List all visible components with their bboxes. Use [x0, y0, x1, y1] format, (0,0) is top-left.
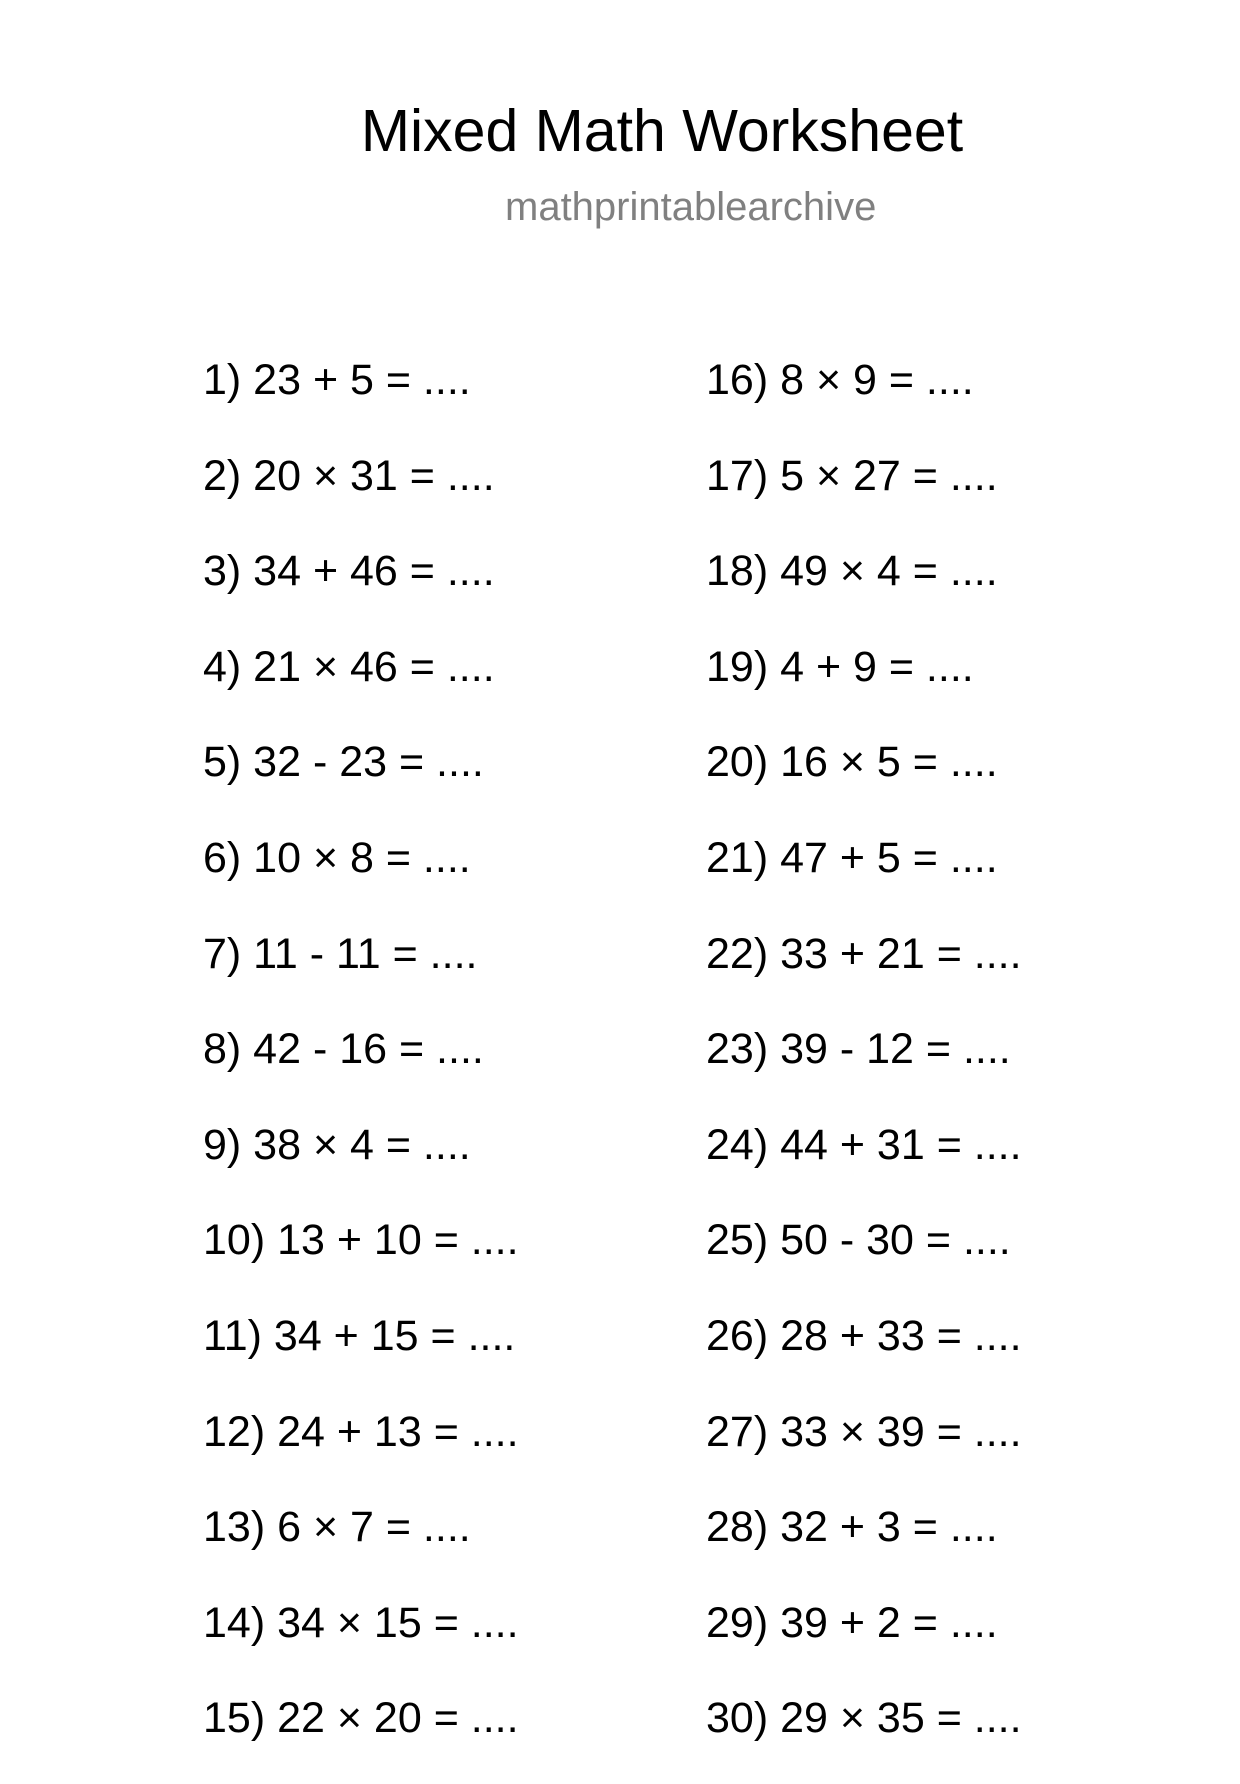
math-problem: 13) 6 × 7 = .... [203, 1503, 471, 1552]
math-problem: 5) 32 - 23 = .... [203, 738, 484, 787]
math-problem: 21) 47 + 5 = .... [706, 833, 998, 882]
math-problem: 19) 4 + 9 = .... [706, 642, 974, 691]
math-problem: 24) 44 + 31 = .... [706, 1120, 1022, 1169]
math-problem: 8) 42 - 16 = .... [203, 1025, 484, 1074]
math-problem: 10) 13 + 10 = .... [203, 1216, 519, 1265]
math-problem: 18) 49 × 4 = .... [706, 547, 998, 596]
math-problem: 30) 29 × 35 = .... [706, 1694, 1022, 1743]
math-problem: 11) 34 + 15 = .... [203, 1311, 516, 1360]
math-problem: 14) 34 × 15 = .... [203, 1598, 519, 1647]
math-problem: 17) 5 × 27 = .... [706, 451, 998, 500]
math-problem: 29) 39 + 2 = .... [706, 1598, 998, 1647]
math-problem: 4) 21 × 46 = .... [203, 642, 495, 691]
math-problem: 26) 28 + 33 = .... [706, 1311, 1022, 1360]
math-problem: 6) 10 × 8 = .... [203, 833, 471, 882]
math-problem: 1) 23 + 5 = .... [203, 356, 471, 404]
math-problem: 25) 50 - 30 = .... [706, 1216, 1011, 1265]
math-problem: 20) 16 × 5 = .... [706, 738, 998, 787]
worksheet-title: Mixed Math Worksheet [360, 98, 964, 164]
math-problem: 27) 33 × 39 = .... [706, 1407, 1022, 1456]
math-problem: 7) 11 - 11 = .... [203, 929, 478, 978]
math-problem: 9) 38 × 4 = .... [203, 1120, 471, 1169]
math-problem: 23) 39 - 12 = .... [706, 1025, 1011, 1074]
worksheet-source: mathprintablearchive [505, 185, 877, 229]
math-problem: 12) 24 + 13 = .... [203, 1407, 519, 1456]
math-problem: 2) 20 × 31 = .... [203, 451, 495, 500]
math-problem: 22) 33 + 21 = .... [706, 929, 1022, 978]
math-problem: 3) 34 + 46 = .... [203, 547, 495, 596]
math-problem: 28) 32 + 3 = .... [706, 1503, 998, 1552]
math-problem: 15) 22 × 20 = .... [203, 1694, 519, 1743]
problems-column-left [203, 350, 519, 1784]
problems-column-right [706, 350, 1022, 1784]
math-problem: 16) 8 × 9 = .... [706, 356, 974, 404]
